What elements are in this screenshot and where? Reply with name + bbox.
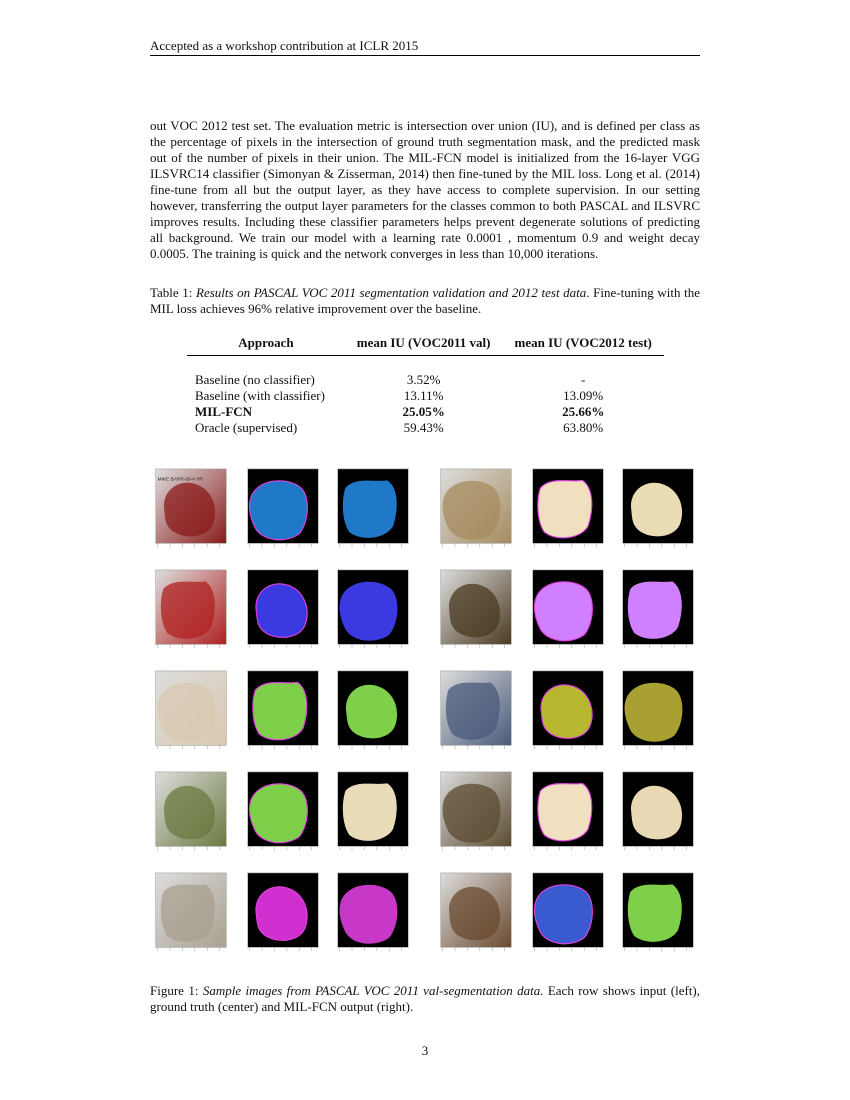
voc2011-cell: 3.52%: [406, 372, 441, 387]
approach-cell: Oracle (supervised): [195, 420, 298, 435]
voc2011-cell: 59.43%: [403, 420, 444, 435]
figure-caption-label: Figure 1:: [150, 983, 199, 998]
figure-caption: [150, 983, 700, 1015]
input-image: [435, 566, 517, 654]
ground-truth-mask: [242, 667, 324, 755]
figure-caption-text: Each row shows input (left), ground truth (center) and MIL-FCN output (right).: [150, 983, 700, 1014]
input-image: [435, 667, 517, 755]
voc2012-cell: 25.66%: [562, 404, 605, 419]
input-image: [435, 869, 517, 957]
prediction-mask: [617, 768, 699, 856]
ground-truth-mask: [527, 566, 609, 654]
prediction-mask: [332, 465, 414, 553]
input-image: [150, 667, 232, 755]
table-row: [187, 420, 664, 436]
voc2011-cell: 25.05%: [402, 404, 445, 419]
input-image: [150, 869, 232, 957]
prediction-mask: [332, 566, 414, 654]
table-row: [187, 356, 664, 389]
table-row: [187, 388, 664, 404]
prediction-mask: [617, 869, 699, 957]
table-caption-label: Table 1:: [150, 285, 193, 300]
table-caption: [150, 285, 700, 317]
table-header-row: [187, 333, 664, 356]
table-row: [187, 404, 664, 420]
running-header: Accepted as a workshop contribution at ICLR 2015: [150, 38, 419, 53]
voc2012-cell: -: [581, 372, 586, 387]
prediction-mask: [617, 566, 699, 654]
voc2011-cell: 13.11%: [403, 388, 444, 403]
prediction-mask: [332, 667, 414, 755]
input-image: [150, 465, 232, 553]
header-rule: [150, 55, 700, 56]
ground-truth-mask: [527, 768, 609, 856]
column-header-voc2012: mean IU (VOC2012 test): [514, 335, 652, 350]
ground-truth-mask: [242, 869, 324, 957]
ground-truth-mask: [527, 667, 609, 755]
photo-overlay-label: MIKE BARR-00-4 YR: [157, 477, 203, 483]
prediction-mask: [332, 768, 414, 856]
voc2012-cell: 13.09%: [563, 388, 604, 403]
figure-caption-title: Sample images from PASCAL VOC 2011 val-segmentation data.: [202, 983, 544, 998]
prediction-mask: [332, 869, 414, 957]
input-image: [435, 465, 517, 553]
table-caption-text: . Fine-tuning with the MIL loss achieves 96% relative improvement over the baseline.: [150, 285, 701, 316]
results-table: [187, 333, 664, 436]
ground-truth-mask: [527, 869, 609, 957]
prediction-mask: [617, 465, 699, 553]
page-number: 3: [421, 1043, 429, 1058]
input-image: [435, 768, 517, 856]
approach-cell: Baseline (with classifier): [195, 388, 325, 403]
ground-truth-mask: [242, 566, 324, 654]
ground-truth-mask: [242, 465, 324, 553]
approach-cell: MIL-FCN: [195, 404, 253, 419]
column-header-voc2011: mean IU (VOC2011 val): [356, 335, 491, 350]
approach-cell: Baseline (no classifier): [195, 372, 315, 387]
column-header-approach: Approach: [238, 335, 294, 350]
ground-truth-mask: [527, 465, 609, 553]
voc2012-cell: 63.80%: [563, 420, 604, 435]
prediction-mask: [617, 667, 699, 755]
input-image: [150, 768, 232, 856]
body-paragraph: out VOC 2012 test set. The evaluation metric is intersection over union (IU), and is defined per class as the percentage of pixels in the intersection of ground truth segmentation mask, and the predicted mask out of the number of pixels in their union. The MIL-FCN model is initialized from the 16-layer VGG ILSVRC14 classifier (Simonyan & Zisserman, 2014) then fine-tuned by the MIL loss. Long et al. (2014) fine-tune from all but the output layer, as they have access to complete supervision. In our setting however, transferring the output layer parameters for the classes common to both PASCAL and ILSVRC improves results. Including these classifier parameters helps prevent degenerate solutions of predicting all background. We train our model with a learning rate 0.0001 , momentum 0.9 and weight decay 0.0005. The training is quick and the network converges in less than 10,000 iterations.: [150, 118, 700, 261]
sample-segmentation-figure: [150, 465, 700, 975]
table-caption-title: Results on PASCAL VOC 2011 segmentation validation and 2012 test data: [196, 285, 587, 300]
input-image: [150, 566, 232, 654]
ground-truth-mask: [242, 768, 324, 856]
